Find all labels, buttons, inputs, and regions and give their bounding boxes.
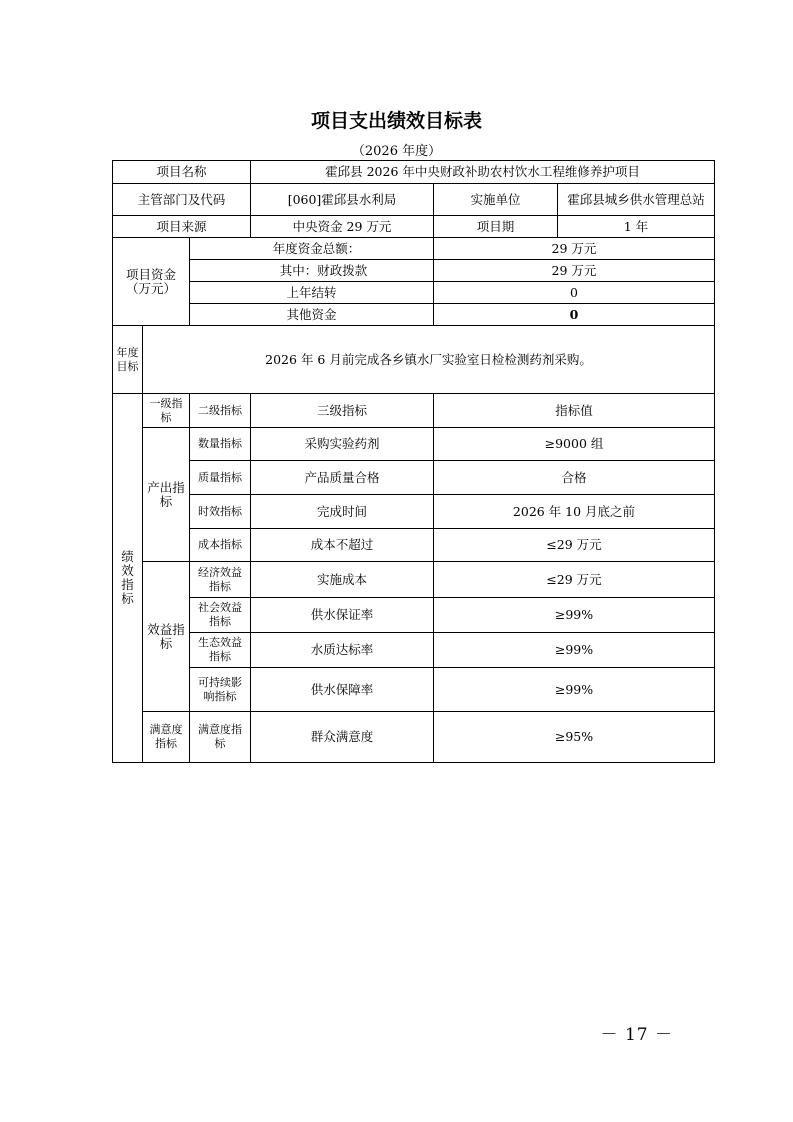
period-value: 1 年 [558, 216, 715, 238]
table-row [113, 529, 715, 562]
funds-other-label: 其他资金 [190, 304, 434, 326]
output-indicator-label: 产出指标 [143, 428, 190, 562]
funds-other-value: 0 [434, 304, 715, 326]
level3-cell: 群众满意度 [251, 712, 434, 763]
table-row [113, 668, 715, 712]
funds-row [113, 260, 715, 282]
funds-row [113, 238, 715, 260]
impl-value: 霍邱县城乡供水管理总站 [558, 184, 715, 216]
table-row [113, 712, 715, 763]
level3-cell: 成本不超过 [251, 529, 434, 562]
level3-cell: 水质达标率 [251, 633, 434, 668]
level3-cell: 实施成本 [251, 562, 434, 598]
funds-total-label: 年度资金总额： [190, 238, 434, 260]
benefit-indicator-label: 效益指标 [143, 562, 190, 712]
table-row [113, 562, 715, 598]
annual-goal-label: 年度目标 [113, 326, 143, 394]
level3-cell: 供水保障率 [251, 668, 434, 712]
table-row [113, 633, 715, 668]
level2-cell: 经济效益指标 [190, 562, 251, 598]
project-name-label: 项目名称 [113, 161, 251, 184]
value-cell: ≥99% [434, 598, 715, 633]
funds-fiscal-value: 29 万元 [434, 260, 715, 282]
annual-goal-text: 2026 年 6 月前完成各乡镇水厂实验室日检检测药剂采购。 [143, 326, 715, 394]
table-row [113, 495, 715, 529]
project-name-value: 霍邱县 2026 年中央财政补助农村饮水工程维修养护项目 [251, 161, 715, 184]
level3-cell: 产品质量合格 [251, 461, 434, 495]
level3-cell: 采购实验药剂 [251, 428, 434, 461]
table-row [113, 598, 715, 633]
value-cell: ≥9000 组 [434, 428, 715, 461]
year-label: （2026 年度） [351, 144, 442, 159]
period-label: 项目期 [434, 216, 558, 238]
impl-label: 实施单位 [434, 184, 558, 216]
level2-cell: 时效指标 [190, 495, 251, 529]
page-number: － 17 － [600, 1025, 673, 1045]
value-cell: ≤29 万元 [434, 562, 715, 598]
funds-label: 项目资金（万元） [113, 238, 190, 326]
project-name-row [113, 161, 715, 184]
level2-cell: 成本指标 [190, 529, 251, 562]
dept-label: 主管部门及代码 [113, 184, 251, 216]
level2-cell: 数量指标 [190, 428, 251, 461]
value-cell: 2026 年 10 月底之前 [434, 495, 715, 529]
funds-row [113, 304, 715, 326]
funds-total-value: 29 万元 [434, 238, 715, 260]
funds-row [113, 282, 715, 304]
table-row [113, 428, 715, 461]
value-cell: ≥95% [434, 712, 715, 763]
funds-carryover-label: 上年结转 [190, 282, 434, 304]
level2-cell: 质量指标 [190, 461, 251, 495]
header-value: 指标值 [434, 394, 715, 428]
funds-carryover-value: 0 [434, 282, 715, 304]
level3-cell: 供水保证率 [251, 598, 434, 633]
header-level1: 一级指标 [143, 394, 190, 428]
indicator-header-row [113, 394, 715, 428]
source-row [113, 216, 715, 238]
dept-row [113, 184, 715, 216]
header-level3: 三级指标 [251, 394, 434, 428]
value-cell: ≥99% [434, 633, 715, 668]
level3-cell: 完成时间 [251, 495, 434, 529]
level2-cell: 满意度指标 [190, 712, 251, 763]
dept-value: [060]霍邱县水利局 [251, 184, 434, 216]
value-cell: 合格 [434, 461, 715, 495]
satisfaction-indicator-label: 满意度指标 [143, 712, 190, 763]
value-cell: ≤29 万元 [434, 529, 715, 562]
level2-cell: 社会效益指标 [190, 598, 251, 633]
table-row [113, 461, 715, 495]
value-cell: ≥99% [434, 668, 715, 712]
level2-cell: 生态效益指标 [190, 633, 251, 668]
annual-goal-row [113, 326, 715, 394]
performance-table [112, 160, 715, 763]
funds-fiscal-label: 其中：财政拨款 [190, 260, 434, 282]
indicators-section-label: 绩效指标 [113, 394, 143, 763]
source-value: 中央资金 29 万元 [251, 216, 434, 238]
header-level2: 二级指标 [190, 394, 251, 428]
page-title: 项目支出绩效目标表 [310, 110, 482, 132]
source-label: 项目来源 [113, 216, 251, 238]
level2-cell: 可持续影响指标 [190, 668, 251, 712]
